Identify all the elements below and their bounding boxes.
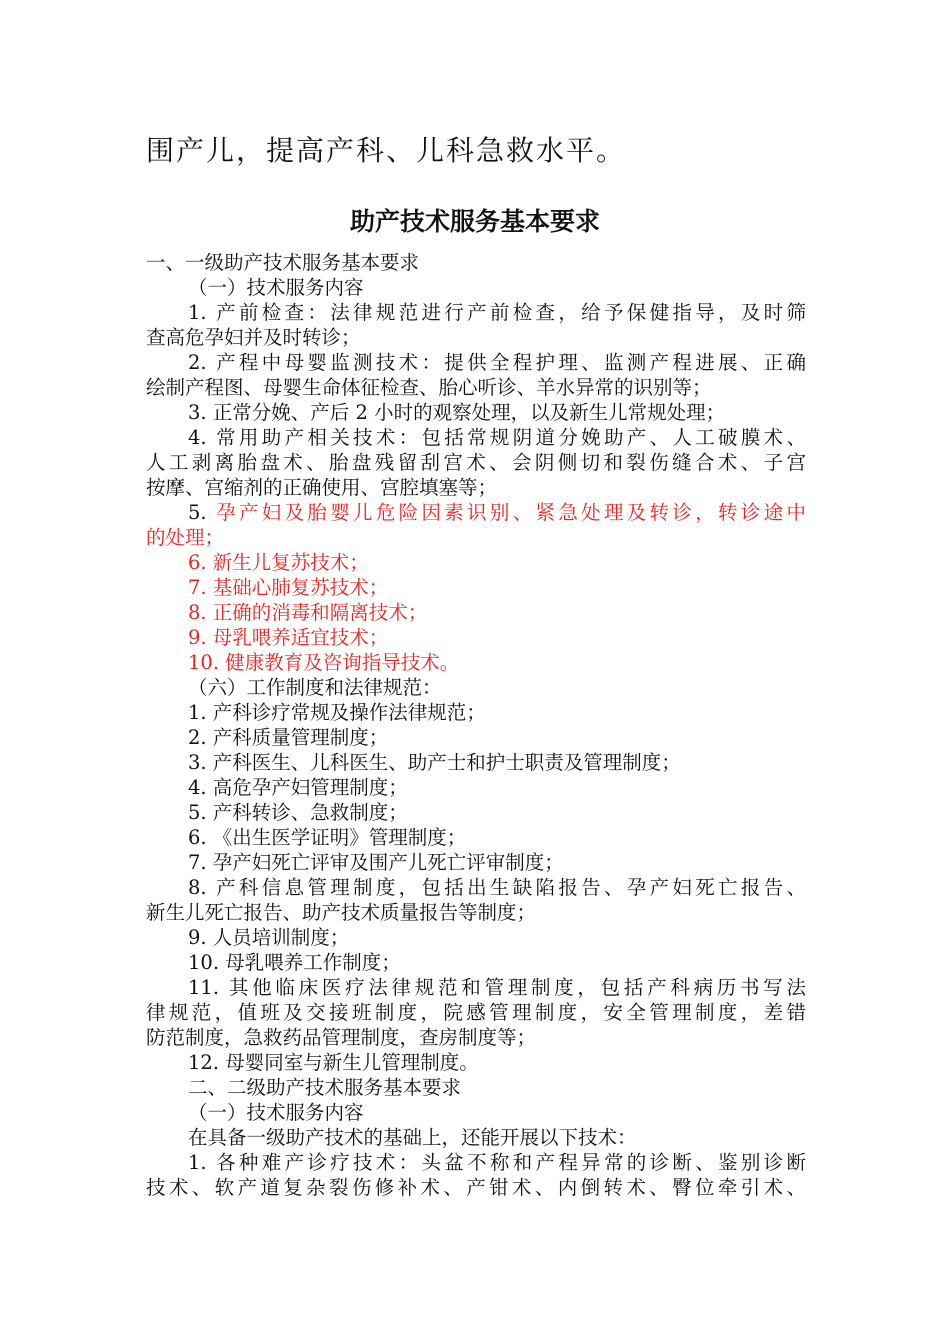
text-line: 防范制度，急救药品管理制度，查房制度等； [146,1026,537,1049]
text-line: 律规范，值班及交接班制度，院感管理制度，安全管理制度，差错 [146,1001,806,1024]
text-line: 7. 基础心肺复苏技术； [188,576,389,599]
text-line: 10. 健康教育及咨询指导技术。 [188,651,460,674]
text-line: 9. 人员培训制度； [188,926,350,949]
text-line: 12. 母婴同室与新生儿管理制度。 [188,1051,479,1074]
text-line: 二、二级助产技术服务基本要求 [188,1076,462,1099]
intro-line: 围产儿，提高产科、儿科急救水平。 [146,134,627,167]
text-line: 新生儿死亡报告、助产技术质量报告等制度； [146,901,537,924]
text-line: 1. 产前检查：法律规范进行产前检查，给予保健指导，及时筛 [188,301,806,324]
text-line: 2. 产程中母婴监测技术：提供全程护理、监测产程进展、正确 [188,351,806,374]
text-line: 9. 母乳喂养适宜技术； [188,626,389,649]
text-line: 查高危孕妇并及时转诊； [146,326,361,349]
text-line: 11. 其他临床医疗法律规范和管理制度，包括产科病历书写法 [188,976,806,999]
text-line: 一、一级助产技术服务基本要求 [146,251,420,274]
page-title: 助产技术服务基本要求 [349,207,600,236]
line-text: 孕产妇及胎婴儿危险因素识别、紧急处理及转诊，转诊途中 [206,501,806,524]
text-line: 8. 正确的消毒和隔离技术； [188,601,428,624]
text-line: 10. 母乳喂养工作制度； [188,951,401,974]
line-number: 5. [188,501,207,524]
text-line: 3. 正常分娩、产后 2 小时的观察处理，以及新生儿常规处理； [188,401,726,424]
text-line [146,500,806,525]
text-line: 6. 《出生医学证明》管理制度； [188,826,467,849]
text-line: 按摩、宫缩剂的正确使用、宫腔填塞等； [146,476,498,499]
text-line: 5. 产科转诊、急救制度； [188,801,408,824]
text-line: 绘制产程图、母婴生命体征检查、胎心听诊、羊水异常的识别等； [146,376,712,399]
text-line: 的处理； [146,526,225,549]
text-line: （一）技术服务内容 [188,1101,364,1124]
text-line: 4. 常用助产相关技术：包括常规阴道分娩助产、人工破膜术、 [188,426,806,449]
text-line: 3. 产科医生、儿科医生、助产士和护士职责及管理制度； [188,751,681,774]
text-line: 8. 产科信息管理制度，包括出生缺陷报告、孕产妇死亡报告、 [188,876,806,899]
text-line: （六）工作制度和法律规范： [188,676,442,699]
text-line: 人工剥离胎盘术、胎盘残留刮宫术、会阴侧切和裂伤缝合术、子宫 [146,451,806,474]
text-line: 4. 高危孕产妇管理制度； [188,776,408,799]
text-line: （一）技术服务内容 [188,276,364,299]
text-line: 6. 新生儿复苏技术； [188,551,369,574]
text-line: 在具备一级助产技术的基础上，还能开展以下技术： [188,1126,637,1149]
text-line: 1. 产科诊疗常规及操作法律规范； [188,701,486,724]
document-body [146,250,806,1200]
text-line: 1. 各种难产诊疗技术：头盆不称和产程异常的诊断、鉴别诊断 [188,1151,806,1174]
text-line: 2. 产科质量管理制度； [188,726,389,749]
text-line: 技术、软产道复杂裂伤修补术、产钳术、内倒转术、臀位牵引术、 [146,1176,806,1199]
text-line: 7. 孕产妇死亡评审及围产儿死亡评审制度； [188,851,564,874]
